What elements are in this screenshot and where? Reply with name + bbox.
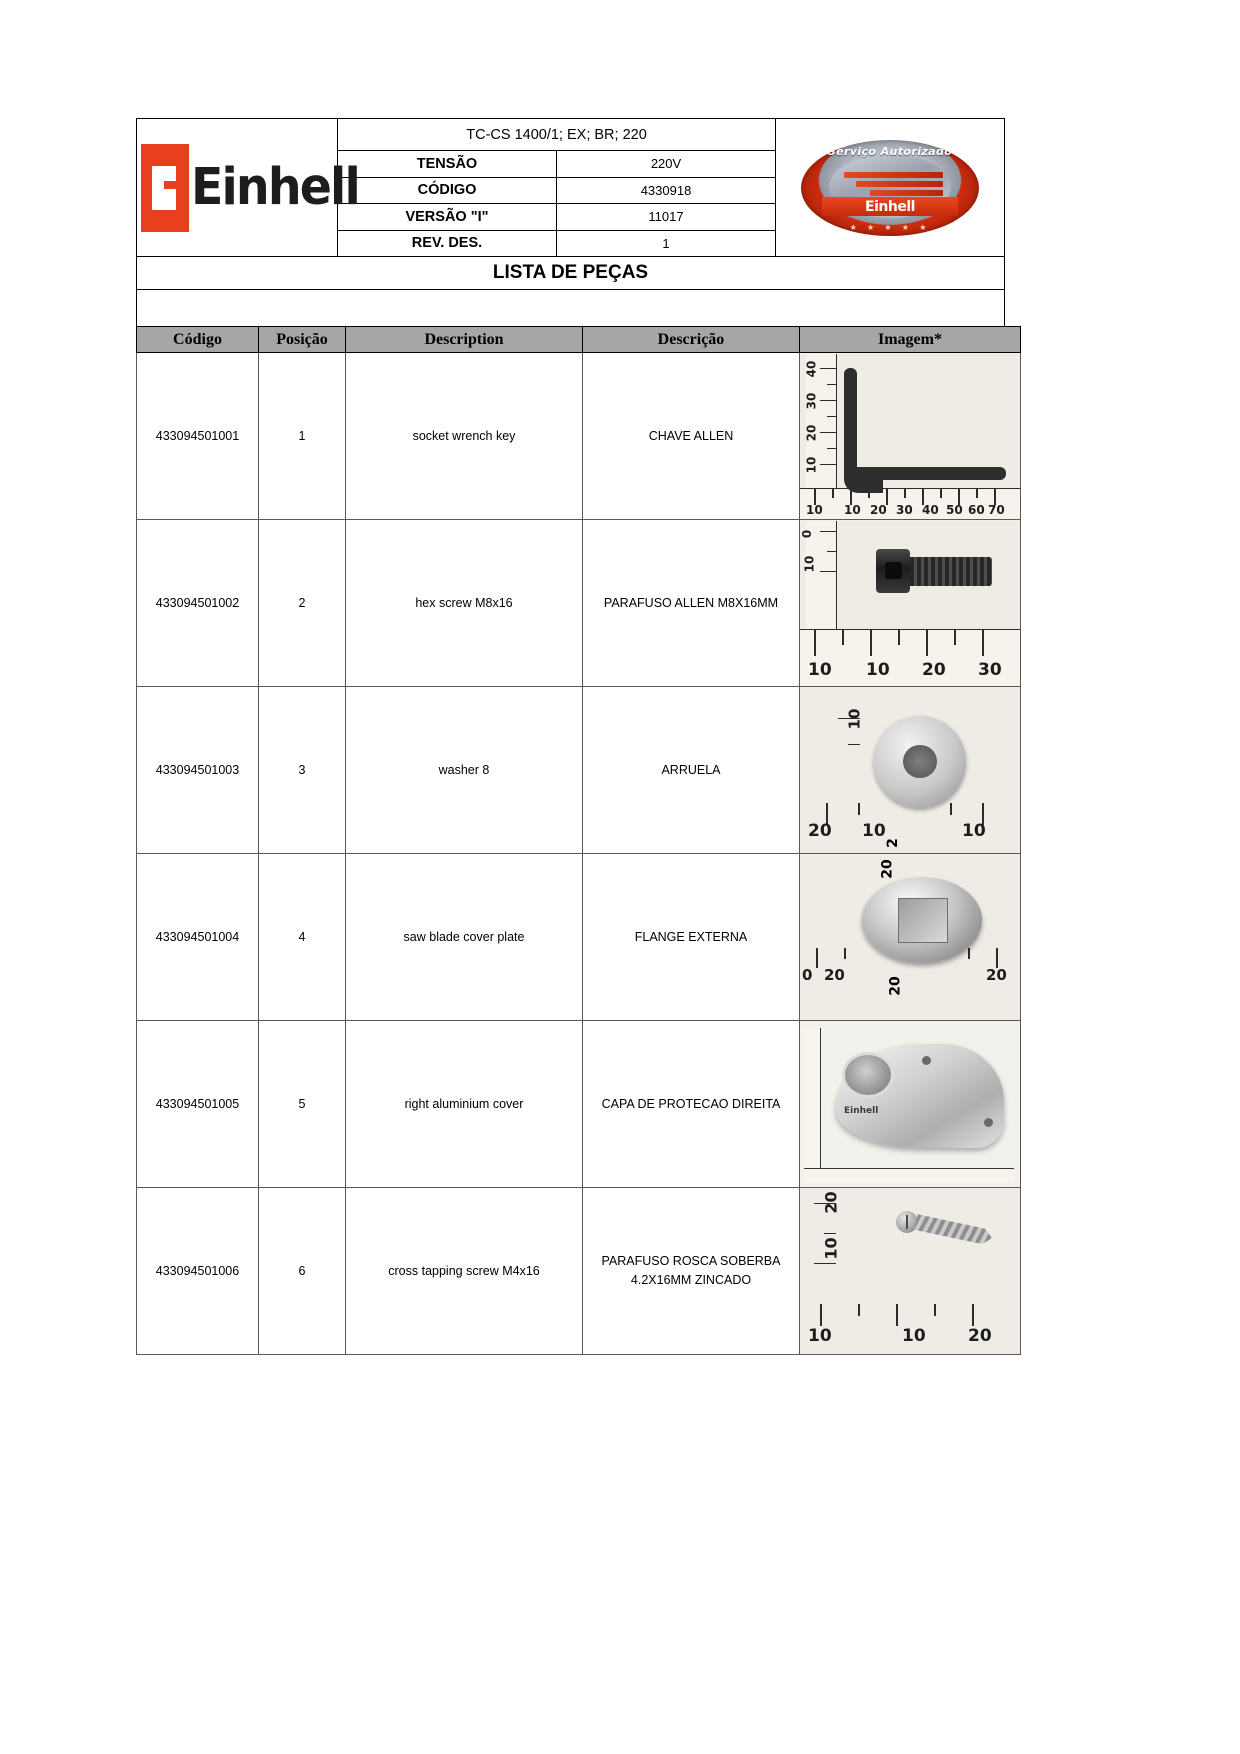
parts-table xyxy=(136,326,1021,1355)
allen-key-long-arm xyxy=(844,368,857,460)
table-row xyxy=(137,1021,1021,1188)
cell-descricao: FLANGE EXTERNA xyxy=(583,854,800,1021)
cell-descricao: CHAVE ALLEN xyxy=(583,353,800,520)
cell-posicao: 2 xyxy=(259,520,346,687)
badge-brand-ribbon xyxy=(822,197,957,216)
authorized-service-badge xyxy=(776,119,1005,257)
spec-value-tensao: 220V xyxy=(557,151,776,178)
column-header-posicao: Posição xyxy=(259,327,346,353)
einhell-wordmark: Einhell xyxy=(191,158,359,217)
column-header-codigo: Código xyxy=(137,327,259,353)
cell-descricao-line2: 4.2X16MM ZINCADO xyxy=(630,1273,752,1287)
allen-key-short-arm xyxy=(856,467,1006,480)
cell-codigo: 433094501002 xyxy=(137,520,259,687)
cell-descricao: CAPA DE PROTECAO DIREITA xyxy=(583,1021,800,1188)
socket-wrench-key-photo: 40 30 20 10 10 10 20 30 40 50 60 70 xyxy=(800,354,1020,519)
cell-description: cross tapping screw M4x16 xyxy=(346,1188,583,1355)
document-title: LISTA DE PEÇAS xyxy=(137,257,1005,290)
einhell-logo xyxy=(137,119,359,257)
flange-shape-icon xyxy=(862,877,982,963)
column-header-descricao: Descrição xyxy=(583,327,800,353)
cell-posicao: 4 xyxy=(259,854,346,1021)
table-row xyxy=(137,353,1021,520)
table-row xyxy=(137,520,1021,687)
cross-tapping-screw-photo: 20 10 10 10 20 xyxy=(800,1189,1020,1354)
cover-tube-opening xyxy=(842,1052,894,1098)
tapping-screw-shaft xyxy=(914,1214,994,1246)
hex-screw-shaft xyxy=(910,557,992,586)
cell-image xyxy=(800,353,1021,520)
saw-blade-cover-plate-photo: 0 20 20 20 20 xyxy=(800,855,1020,1020)
cell-codigo: 433094501003 xyxy=(137,687,259,854)
parts-list-document xyxy=(136,118,1005,1355)
cell-descricao-line1: PARAFUSO ROSCA SOBERBA xyxy=(601,1254,781,1269)
cell-posicao: 3 xyxy=(259,687,346,854)
spec-label-versao: VERSÃO "I" xyxy=(338,204,557,231)
cell-description: hex screw M8x16 xyxy=(346,520,583,687)
cell-image xyxy=(800,520,1021,687)
hex-screw-head xyxy=(876,549,910,593)
cell-image xyxy=(800,1188,1021,1355)
cell-codigo: 433094501006 xyxy=(137,1188,259,1355)
washer-shape-icon xyxy=(874,716,966,808)
spec-value-versao: 11017 xyxy=(557,204,776,231)
hex-screw-photo: 0 10 10 10 20 30 xyxy=(800,521,1020,686)
right-aluminium-cover-photo xyxy=(800,1022,1020,1187)
cell-descricao xyxy=(583,1188,800,1355)
spec-label-tensao: TENSÃO xyxy=(338,151,557,178)
cell-posicao: 6 xyxy=(259,1188,346,1355)
badge-arrows-icon xyxy=(844,172,944,197)
table-row xyxy=(137,1188,1021,1355)
spec-value-rev-des: 1 xyxy=(557,230,776,257)
cell-codigo: 433094501001 xyxy=(137,353,259,520)
spec-label-rev-des: REV. DES. xyxy=(338,230,557,257)
einhell-e-mark-icon xyxy=(141,144,189,232)
cell-posicao: 5 xyxy=(259,1021,346,1188)
cell-description: socket wrench key xyxy=(346,353,583,520)
document-header xyxy=(136,118,1005,290)
cell-posicao: 1 xyxy=(259,353,346,520)
badge-stars-icon: ★ ★ ★ ★ ★ xyxy=(849,222,931,232)
cell-descricao: PARAFUSO ALLEN M8X16MM xyxy=(583,520,800,687)
section-spacer xyxy=(136,290,1005,326)
cover-brand-label: Einhell xyxy=(844,1105,879,1116)
badge-top-text: Serviço Autorizado xyxy=(827,144,953,158)
table-row xyxy=(137,854,1021,1021)
cell-descricao: ARRUELA xyxy=(583,687,800,854)
washer-photo: 10 20 10 10 2 xyxy=(800,688,1020,853)
cell-image xyxy=(800,1021,1021,1188)
cell-description: washer 8 xyxy=(346,687,583,854)
cell-description: saw blade cover plate xyxy=(346,854,583,1021)
column-header-description: Description xyxy=(346,327,583,353)
badge-brand-text: Einhell xyxy=(865,198,915,215)
cover-screw-hole xyxy=(922,1056,931,1065)
cell-description: right aluminium cover xyxy=(346,1021,583,1188)
cover-screw-hole xyxy=(984,1118,993,1127)
column-header-imagem: Imagem* xyxy=(800,327,1021,353)
cell-codigo: 433094501005 xyxy=(137,1021,259,1188)
spec-label-codigo: CÓDIGO xyxy=(338,177,557,204)
parts-table-header-row xyxy=(137,327,1021,353)
table-row xyxy=(137,687,1021,854)
cell-image xyxy=(800,854,1021,1021)
cell-codigo: 433094501004 xyxy=(137,854,259,1021)
spec-value-codigo: 4330918 xyxy=(557,177,776,204)
model-designation: TC-CS 1400/1; EX; BR; 220 xyxy=(338,119,776,151)
cell-image xyxy=(800,687,1021,854)
